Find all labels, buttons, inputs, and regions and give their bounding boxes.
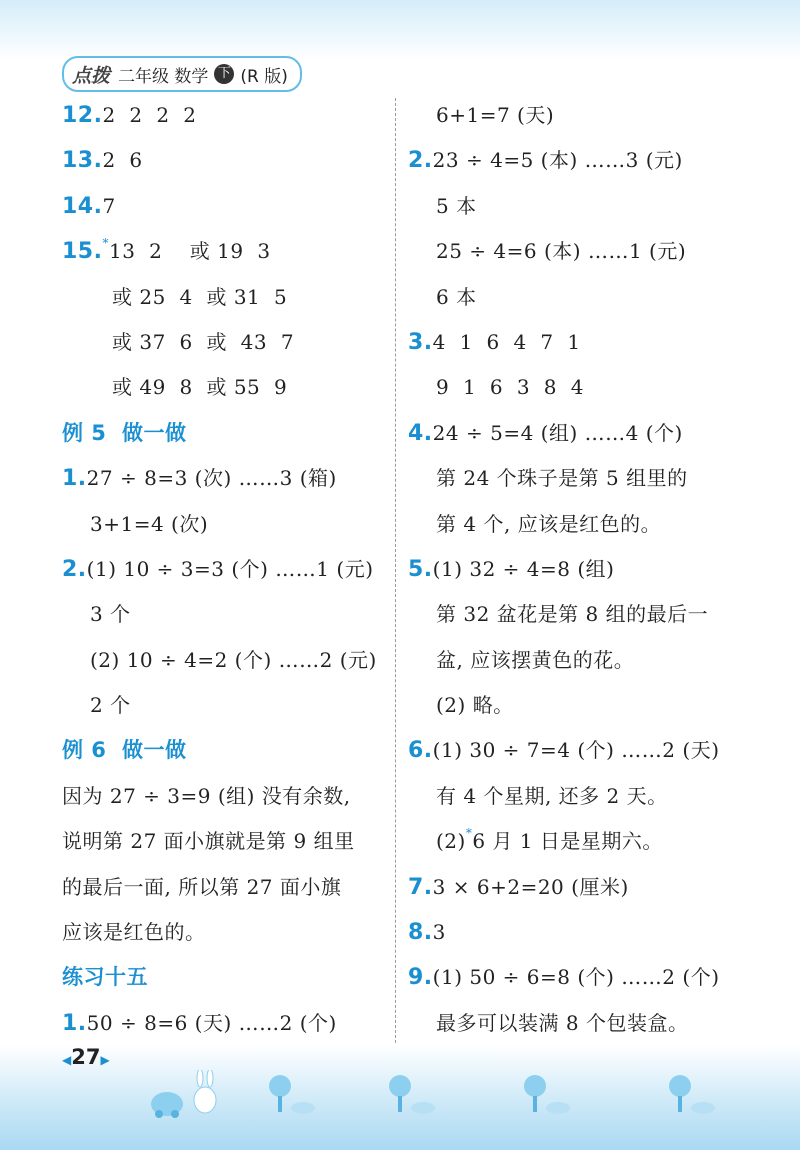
- paragraph-line: 应该是红色的。: [62, 920, 206, 945]
- tree-illustration: [385, 1070, 445, 1120]
- answer-text: (1) 30 ÷ 7=4 (个) ……2 (天): [432, 738, 720, 763]
- answer-text: 7: [102, 193, 116, 218]
- section-heading: 例 6 做一做: [62, 738, 187, 763]
- answer-line: [62, 456, 402, 501]
- answer-line: [62, 1001, 402, 1046]
- page-number: [62, 1045, 110, 1069]
- question-number: 8.: [408, 920, 433, 946]
- question-number: 14.: [62, 193, 103, 219]
- answer-text: (1) 32 ÷ 4=8 (组): [432, 556, 615, 581]
- answer-line: 第 24 个珠子是第 5 组里的: [436, 466, 688, 491]
- answer-line: 第 4 个, 应该是红色的。: [436, 511, 662, 536]
- answer-line: [408, 138, 748, 183]
- answer-line: 3+1=4 (次): [90, 511, 209, 536]
- answer-line: 最多可以装满 8 个包装盒。: [436, 1010, 689, 1035]
- answer-text: 13 2 或 19 3: [108, 239, 271, 264]
- question-number: 1.: [62, 466, 87, 492]
- answer-line: [62, 138, 402, 183]
- answer-line: 有 4 个星期, 还多 2 天。: [436, 783, 668, 808]
- answer-text: 3: [432, 920, 446, 945]
- answer-line: (2) 10 ÷ 4=2 (个) ……2 (元): [90, 647, 377, 672]
- question-number: 13.: [62, 148, 103, 174]
- rabbit-cart-illustration: [145, 1070, 235, 1120]
- right-triangle-icon: ▶: [100, 1053, 110, 1067]
- answer-line: [62, 547, 402, 592]
- question-number: 4.: [408, 420, 433, 446]
- star-mark: *: [465, 826, 473, 841]
- answer-line: [408, 955, 748, 1000]
- book-title: 二年级 数学: [118, 66, 209, 87]
- answer-text: (1) 10 ÷ 3=3 (个) ……1 (元): [86, 556, 374, 581]
- section-heading: 练习十五: [62, 965, 148, 990]
- answer-line: [408, 819, 748, 864]
- answer-line: 或 37 6 或 43 7: [112, 329, 295, 354]
- question-number: 15.: [62, 239, 103, 265]
- answer-line: [408, 411, 748, 456]
- answer-line: [408, 910, 748, 955]
- brand-logo: 点拨: [72, 64, 111, 87]
- question-number: 2.: [62, 556, 87, 582]
- volume-badge: 下: [214, 64, 234, 84]
- answer-line: [408, 865, 748, 910]
- tree-illustration: [665, 1070, 725, 1120]
- answer-text: (2): [436, 829, 466, 854]
- column-divider: [395, 98, 396, 1043]
- answer-line: [408, 320, 748, 365]
- answer-line: [62, 93, 402, 138]
- edition-label: (R 版): [240, 66, 288, 87]
- answer-line: 6+1=7 (天): [436, 103, 555, 127]
- answer-line: [62, 229, 402, 274]
- answer-line: [408, 547, 748, 592]
- question-number: 6.: [408, 738, 433, 764]
- answer-line: 或 25 4 或 31 5: [112, 284, 288, 309]
- question-number: 1.: [62, 1010, 87, 1036]
- tree-illustration: [265, 1070, 325, 1120]
- question-number: 2.: [408, 148, 433, 174]
- answer-line: 第 32 盆花是第 8 组的最后一: [436, 602, 709, 627]
- answer-line: 或 49 8 或 55 9: [112, 375, 288, 400]
- answer-line: [62, 184, 402, 229]
- left-triangle-icon: ◀: [62, 1053, 72, 1067]
- section-heading: 例 5 做一做: [62, 420, 187, 445]
- question-number: 12.: [62, 103, 103, 128]
- page-number-text: 27: [71, 1045, 101, 1069]
- answer-line: 盆, 应该摆黄色的花。: [436, 647, 635, 672]
- paragraph-line: 因为 27 ÷ 3=9 (组) 没有余数,: [62, 783, 351, 808]
- answer-line: 2 个: [90, 693, 131, 718]
- right-column: [408, 93, 748, 1046]
- paragraph-line: 说明第 27 面小旗就是第 9 组里: [62, 829, 355, 854]
- answer-text: 2 6: [102, 148, 143, 173]
- top-band: [0, 0, 800, 60]
- answer-line: 6 本: [436, 284, 477, 309]
- left-column: [62, 93, 402, 1046]
- question-number: 7.: [408, 874, 433, 900]
- tree-illustration: [520, 1070, 580, 1120]
- answer-text: 2 2 2 2: [102, 103, 197, 127]
- book-header: [62, 56, 302, 92]
- question-number: 3.: [408, 329, 433, 355]
- answer-text: 23 ÷ 4=5 (本) ……3 (元): [432, 148, 683, 173]
- star-mark: *: [102, 236, 109, 251]
- answer-text: 27 ÷ 8=3 (次) ……3 (箱): [86, 466, 337, 491]
- answer-line: 9 1 6 3 8 4: [436, 375, 584, 400]
- answer-text: 6 月 1 日是星期六。: [472, 829, 663, 854]
- question-number: 9.: [408, 965, 433, 991]
- answer-line: 5 本: [436, 193, 477, 218]
- answer-text: (1) 50 ÷ 6=8 (个) ……2 (个): [432, 965, 720, 990]
- answer-text: 3 × 6+2=20 (厘米): [432, 874, 629, 899]
- answer-line: [408, 728, 748, 773]
- answer-text: 4 1 6 4 7 1: [432, 329, 581, 354]
- answer-text: 50 ÷ 8=6 (天) ……2 (个): [86, 1010, 337, 1035]
- answer-line: 25 ÷ 4=6 (本) ……1 (元): [436, 239, 687, 264]
- answer-line: (2) 略。: [436, 693, 514, 718]
- question-number: 5.: [408, 556, 433, 582]
- answer-line: 3 个: [90, 602, 131, 627]
- answer-text: 24 ÷ 5=4 (组) ……4 (个): [432, 420, 683, 445]
- paragraph-line: 的最后一面, 所以第 27 面小旗: [62, 874, 342, 899]
